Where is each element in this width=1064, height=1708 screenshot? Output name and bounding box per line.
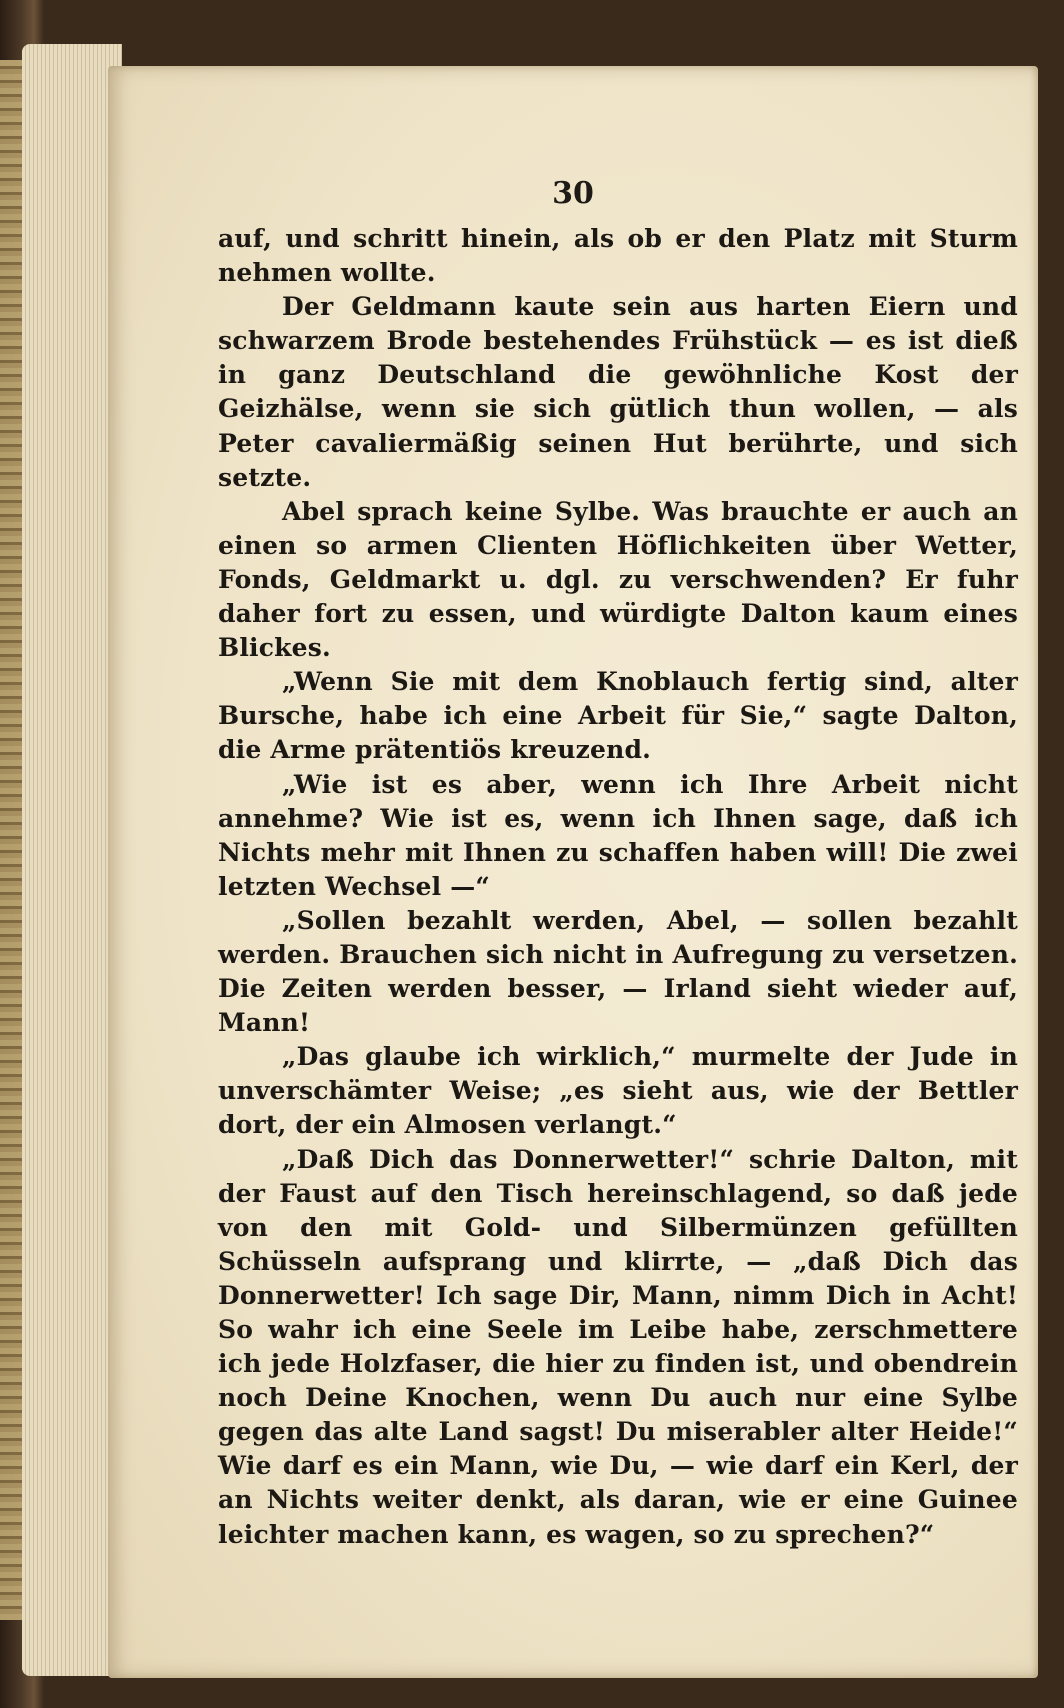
page-text	[218, 222, 1018, 1552]
paragraph: „Sollen bezahlt werden, Abel, — sollen bezahlt werden. Brauchen sich nicht in Aufregung zu versetzen. Die Zeiten werden besser, — Irland sieht wieder auf, Mann!	[218, 905, 1018, 1038]
paragraph: auf, und schritt hinein, als ob er den Platz mit Sturm nehmen wollte.	[218, 224, 1018, 288]
paragraph: „Daß Dich das Donnerwetter!“ schrie Dalton, mit der Faust auf den Tisch hereinschlagend, so daß jede von den mit Gold- und Silbermünzen gefüllten Schüsseln aufsprang und klirrte, — „daß Dich das Donnerwetter! Ich sage Dir, Mann, nimm Dich in Acht! So wahr ich eine Seele im Leibe habe, zerschmettere ich jede Holzfaser, die hier zu finden ist, und obendrein noch Deine Knochen, wenn Du auch nur eine Sylbe gegen das alte Land sagst! Du miserabler alter Heide!“ Wie darf es ein Mann, wie Du, — wie darf ein Kerl, der an Nichts weiter denkt, als daran, wie er eine Guinee leichter machen kann, es wagen, so zu sprechen?“	[218, 1144, 1018, 1549]
paragraph: „Wenn Sie mit dem Knoblauch fertig sind, alter Bursche, habe ich eine Arbeit für Sie,“ sagte Dalton, die Arme prätentiös kreuzend.	[218, 667, 1018, 765]
book-spine	[0, 60, 24, 1620]
paragraph: Abel sprach keine Sylbe. Was brauchte er auch an einen so armen Clienten Höflichkeiten über Wetter, Fonds, Geldmarkt u. dgl. zu verschwenden? Er fuhr daher fort zu essen, und würdigte Dalton kaum eines Blickes.	[218, 496, 1018, 663]
page-number: 30	[552, 176, 594, 211]
paragraph: „Das glaube ich wirklich,“ murmelte der Jude in unverschämter Weise; „es sieht aus, wie der Bettler dort, der ein Almosen verlangt.“	[218, 1042, 1018, 1140]
paragraph: Der Geldmann kaute sein aus harten Eiern und schwarzem Brode bestehendes Frühstück — es ist dieß in ganz Deutschland die gewöhnliche Kost der Geizhälse, wenn sie sich gütlich thun wollen, — als Peter cavaliermäßig seinen Hut berührte, und sich setzte.	[218, 292, 1018, 492]
paragraph: „Wie ist es aber, wenn ich Ihre Arbeit nicht annehme? Wie ist es, wenn ich Ihnen sage, daß ich Nichts mehr mit Ihnen zu schaffen haben will! Die zwei letzten Wechsel —“	[218, 769, 1018, 901]
page-edges	[22, 44, 122, 1676]
book-page	[108, 66, 1038, 1678]
